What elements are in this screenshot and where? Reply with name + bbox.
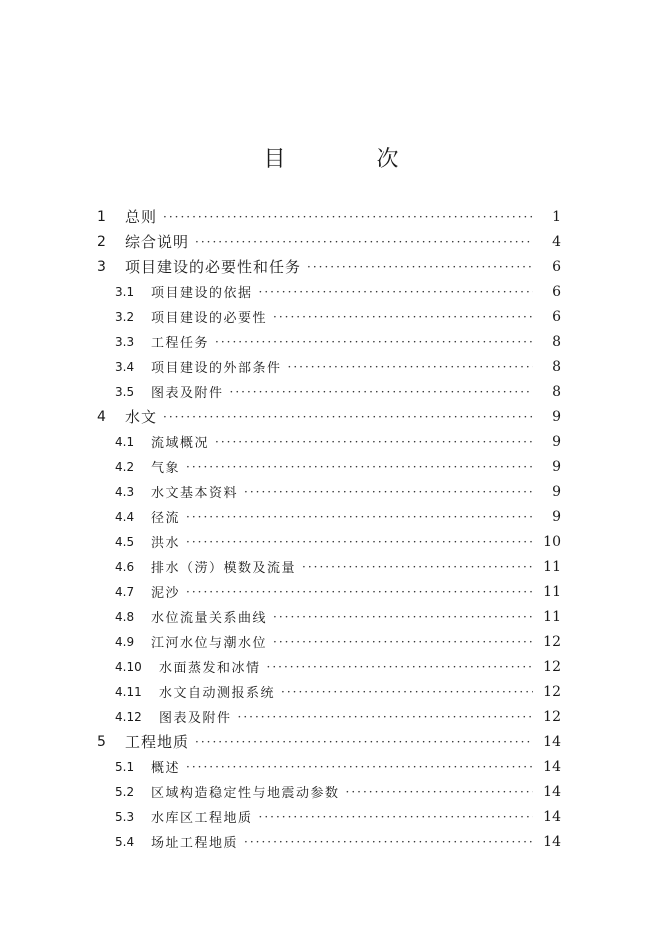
leader-dots (307, 260, 533, 274)
toc-entry-page: 1 (552, 208, 561, 225)
toc-entry-label: 总则 (125, 208, 158, 226)
toc-entry-3-4[interactable] (97, 354, 561, 379)
toc-entry-4-11[interactable] (97, 679, 561, 704)
toc-entry-label: 洪水 (151, 536, 181, 551)
toc-entry-label: 概述 (151, 761, 181, 776)
toc-entry-page: 6 (552, 258, 561, 275)
toc-entry-page: 8 (552, 333, 561, 350)
leader-dots (244, 485, 533, 499)
leader-dots (259, 285, 533, 299)
leader-dots (273, 635, 533, 649)
toc-entry-4[interactable] (97, 404, 561, 429)
toc-entry-label: 水位流量关系曲线 (151, 611, 268, 626)
toc-entry-page: 14 (543, 833, 561, 850)
toc-entry-page: 4 (552, 233, 561, 250)
toc-entry-label: 流域概况 (151, 436, 210, 451)
toc-entry-label: 图表及附件 (151, 386, 224, 401)
toc-entry-page: 8 (552, 358, 561, 375)
toc-entry-page: 9 (552, 458, 561, 475)
leader-dots (186, 585, 533, 599)
toc-entry-5-1[interactable] (97, 754, 561, 779)
toc-entry-number: 4.8 (115, 609, 135, 624)
leader-dots (230, 385, 533, 399)
toc-entry-page: 9 (552, 408, 561, 425)
leader-dots (346, 785, 533, 799)
toc-entry-3-3[interactable] (97, 329, 561, 354)
toc-entry-page: 12 (543, 633, 561, 650)
toc-entry-label: 水面蒸发和冰情 (159, 661, 261, 676)
toc-entry-page: 9 (552, 508, 561, 525)
toc-entry-number: 4 (97, 408, 106, 425)
toc-entry-number: 3.1 (115, 284, 135, 299)
toc-entry-page: 9 (552, 433, 561, 450)
toc-entry-number: 5.3 (115, 809, 135, 824)
toc-entry-label: 工程地质 (125, 733, 190, 751)
toc-entry-number: 2 (97, 233, 106, 250)
leader-dots (302, 560, 533, 574)
toc-entry-number: 4.5 (115, 534, 135, 549)
leader-dots (186, 510, 533, 524)
toc-entry-label: 综合说明 (125, 233, 190, 251)
toc-entry-page: 11 (543, 608, 561, 625)
toc-entry-number: 3.5 (115, 384, 135, 399)
toc-entry-number: 4.7 (115, 584, 135, 599)
toc-entry-2[interactable] (97, 229, 561, 254)
toc-entry-page: 12 (543, 683, 561, 700)
toc-entry-number: 4.6 (115, 559, 135, 574)
toc-entry-number: 5.4 (115, 834, 135, 849)
toc-entry-4-10[interactable] (97, 654, 561, 679)
toc-entry-number: 4.1 (115, 434, 135, 449)
toc-entry-4-8[interactable] (97, 604, 561, 629)
toc-entry-page: 9 (552, 483, 561, 500)
toc-entry-4-9[interactable] (97, 629, 561, 654)
toc-entry-4-4[interactable] (97, 504, 561, 529)
leader-dots (195, 235, 533, 249)
leader-dots (281, 685, 533, 699)
toc-entry-1[interactable] (97, 204, 561, 229)
toc-entry-number: 3 (97, 258, 106, 275)
toc-entry-page: 8 (552, 383, 561, 400)
toc-entry-label: 江河水位与潮水位 (151, 636, 268, 651)
toc-entry-5-4[interactable] (97, 829, 561, 854)
toc-entry-3-1[interactable] (97, 279, 561, 304)
toc-entry-page: 11 (543, 583, 561, 600)
leader-dots (186, 460, 533, 474)
toc-entry-3-2[interactable] (97, 304, 561, 329)
toc-entry-label: 项目建设的外部条件 (151, 361, 282, 376)
toc-entry-5[interactable] (97, 729, 561, 754)
leader-dots (238, 710, 533, 724)
toc-entry-number: 4.12 (115, 709, 142, 724)
toc-entry-label: 径流 (151, 511, 181, 526)
toc-entry-label: 场址工程地质 (151, 836, 239, 851)
toc-entry-label: 水库区工程地质 (151, 811, 253, 826)
toc-entry-number: 4.3 (115, 484, 135, 499)
toc-entry-number: 3.3 (115, 334, 135, 349)
toc-entry-label: 水文基本资料 (151, 486, 239, 501)
page-title: 目 次 (263, 147, 441, 172)
toc-entry-4-2[interactable] (97, 454, 561, 479)
toc-entry-label: 水文自动测报系统 (159, 686, 276, 701)
leader-dots (288, 360, 533, 374)
toc-entry-4-5[interactable] (97, 529, 561, 554)
leader-dots (273, 310, 533, 324)
toc-entry-page: 14 (543, 808, 561, 825)
toc-entry-label: 泥沙 (151, 586, 181, 601)
leader-dots (186, 535, 533, 549)
toc-entry-number: 4.10 (115, 659, 142, 674)
leader-dots (244, 835, 533, 849)
toc-entry-label: 图表及附件 (159, 711, 232, 726)
leader-dots (195, 735, 533, 749)
toc-entry-page: 12 (543, 658, 561, 675)
toc-entry-number: 5.1 (115, 759, 135, 774)
toc-entry-number: 4.2 (115, 459, 135, 474)
toc-entry-5-2[interactable] (97, 779, 561, 804)
toc-entry-4-3[interactable] (97, 479, 561, 504)
table-of-contents (97, 204, 561, 854)
toc-entry-number: 3.4 (115, 359, 135, 374)
leader-dots (163, 210, 533, 224)
toc-entry-label: 区域构造稳定性与地震动参数 (151, 786, 340, 801)
toc-entry-number: 5 (97, 733, 106, 750)
toc-entry-page: 14 (543, 733, 561, 750)
toc-entry-page: 11 (543, 558, 561, 575)
toc-entry-4-12[interactable] (97, 704, 561, 729)
toc-entry-label: 气象 (151, 461, 181, 476)
toc-entry-number: 3.2 (115, 309, 135, 324)
toc-entry-5-3[interactable] (97, 804, 561, 829)
toc-entry-label: 工程任务 (151, 336, 210, 351)
toc-entry-3-5[interactable] (97, 379, 561, 404)
toc-entry-page: 14 (543, 783, 561, 800)
leader-dots (215, 335, 533, 349)
toc-entry-number: 5.2 (115, 784, 135, 799)
toc-entry-number: 4.9 (115, 634, 135, 649)
toc-entry-number: 4.11 (115, 684, 142, 699)
toc-entry-page: 6 (552, 283, 561, 300)
leader-dots (186, 760, 533, 774)
leader-dots (267, 660, 533, 674)
toc-entry-4-6[interactable] (97, 554, 561, 579)
toc-entry-label: 项目建设的必要性和任务 (125, 258, 302, 276)
toc-entry-label: 项目建设的必要性 (151, 311, 268, 326)
toc-entry-page: 10 (543, 533, 561, 550)
toc-entry-page: 14 (543, 758, 561, 775)
toc-entry-3[interactable] (97, 254, 561, 279)
toc-entry-4-7[interactable] (97, 579, 561, 604)
leader-dots (215, 435, 533, 449)
toc-entry-label: 水文 (125, 408, 158, 426)
toc-entry-number: 4.4 (115, 509, 135, 524)
toc-entry-label: 项目建设的依据 (151, 286, 253, 301)
toc-entry-page: 12 (543, 708, 561, 725)
toc-entry-page: 6 (552, 308, 561, 325)
leader-dots (273, 610, 533, 624)
toc-entry-4-1[interactable] (97, 429, 561, 454)
leader-dots (259, 810, 533, 824)
toc-entry-label: 排水（涝）模数及流量 (151, 561, 297, 576)
toc-entry-number: 1 (97, 208, 106, 225)
leader-dots (163, 410, 533, 424)
